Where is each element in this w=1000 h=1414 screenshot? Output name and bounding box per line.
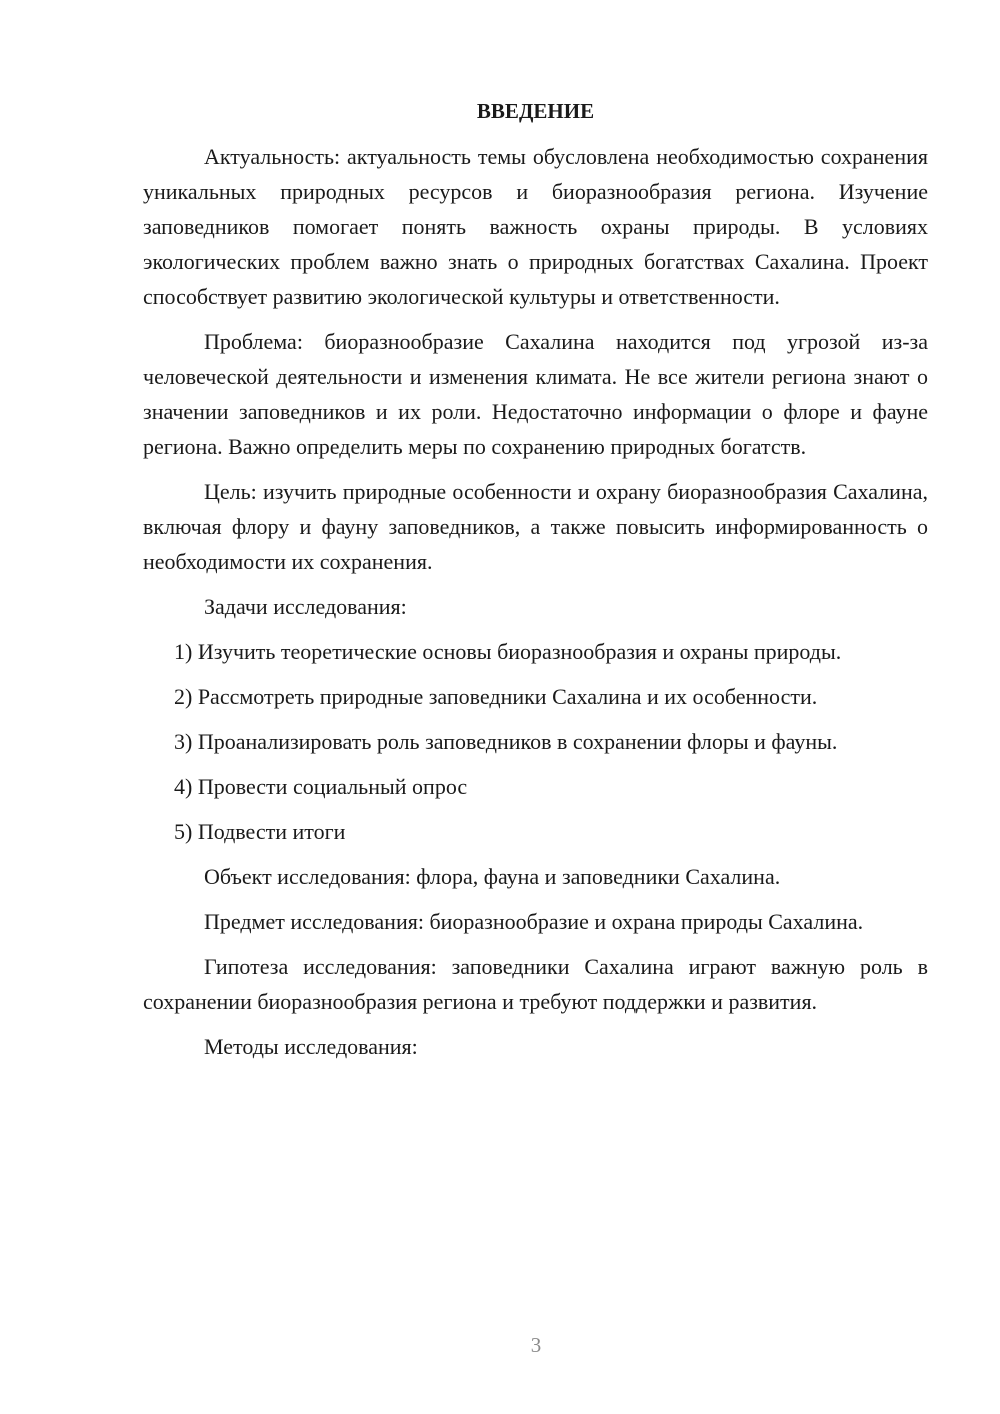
list-item: 3) Проанализировать роль заповедников в сохранении флоры и фауны. [174,729,838,754]
goal-paragraph: Цель: изучить природные особенности и охрану биоразнообразия Сахалина, включая флору и фауну заповедников, а также повысить информированность о необходимости их сохранения. [143,479,928,574]
list-item: 5) Подвести итоги [174,819,346,844]
methods-heading: Методы исследования: [204,1034,418,1059]
page-number: 3 [530,1333,542,1357]
list-item: 1) Изучить теоретические основы биоразнообразия и охраны природы. [174,639,842,664]
object-paragraph: Объект исследования: флора, фауна и заповедники Сахалина. [204,864,781,889]
tasks-list [143,634,928,849]
relevance-paragraph: Актуальность: актуальность темы обусловлена необходимостью сохранения уникальных природных ресурсов и биоразнообразия региона. Изучение заповедников помогает понять важность охраны природы. В условиях экологических проблем важно знать о природных богатствах Сахалина. Проект способствует развитию экологической культуры и ответственности. [143,144,928,309]
hypothesis-paragraph: Гипотеза исследования: заповедники Сахалина играют важную роль в сохранении биоразнообразия региона и требуют поддержки и развития. [143,954,928,1014]
list-item: 4) Провести социальный опрос [174,774,468,799]
section-title: ВВЕДЕНИЕ [476,99,595,123]
problem-paragraph: Проблема: биоразнообразие Сахалина находится под угрозой из-за человеческой деятельности и изменения климата. Не все жители региона знают о значении заповедников и их роли. Недостаточно информации о флоре и фауне региона. Важно определить меры по сохранению природных богатств. [143,329,928,459]
list-item: 2) Рассмотреть природные заповедники Сахалина и их особенности. [174,684,818,709]
document-page [143,94,928,1074]
tasks-heading: Задачи исследования: [204,594,407,619]
subject-paragraph: Предмет исследования: биоразнообразие и охрана природы Сахалина. [204,909,864,934]
